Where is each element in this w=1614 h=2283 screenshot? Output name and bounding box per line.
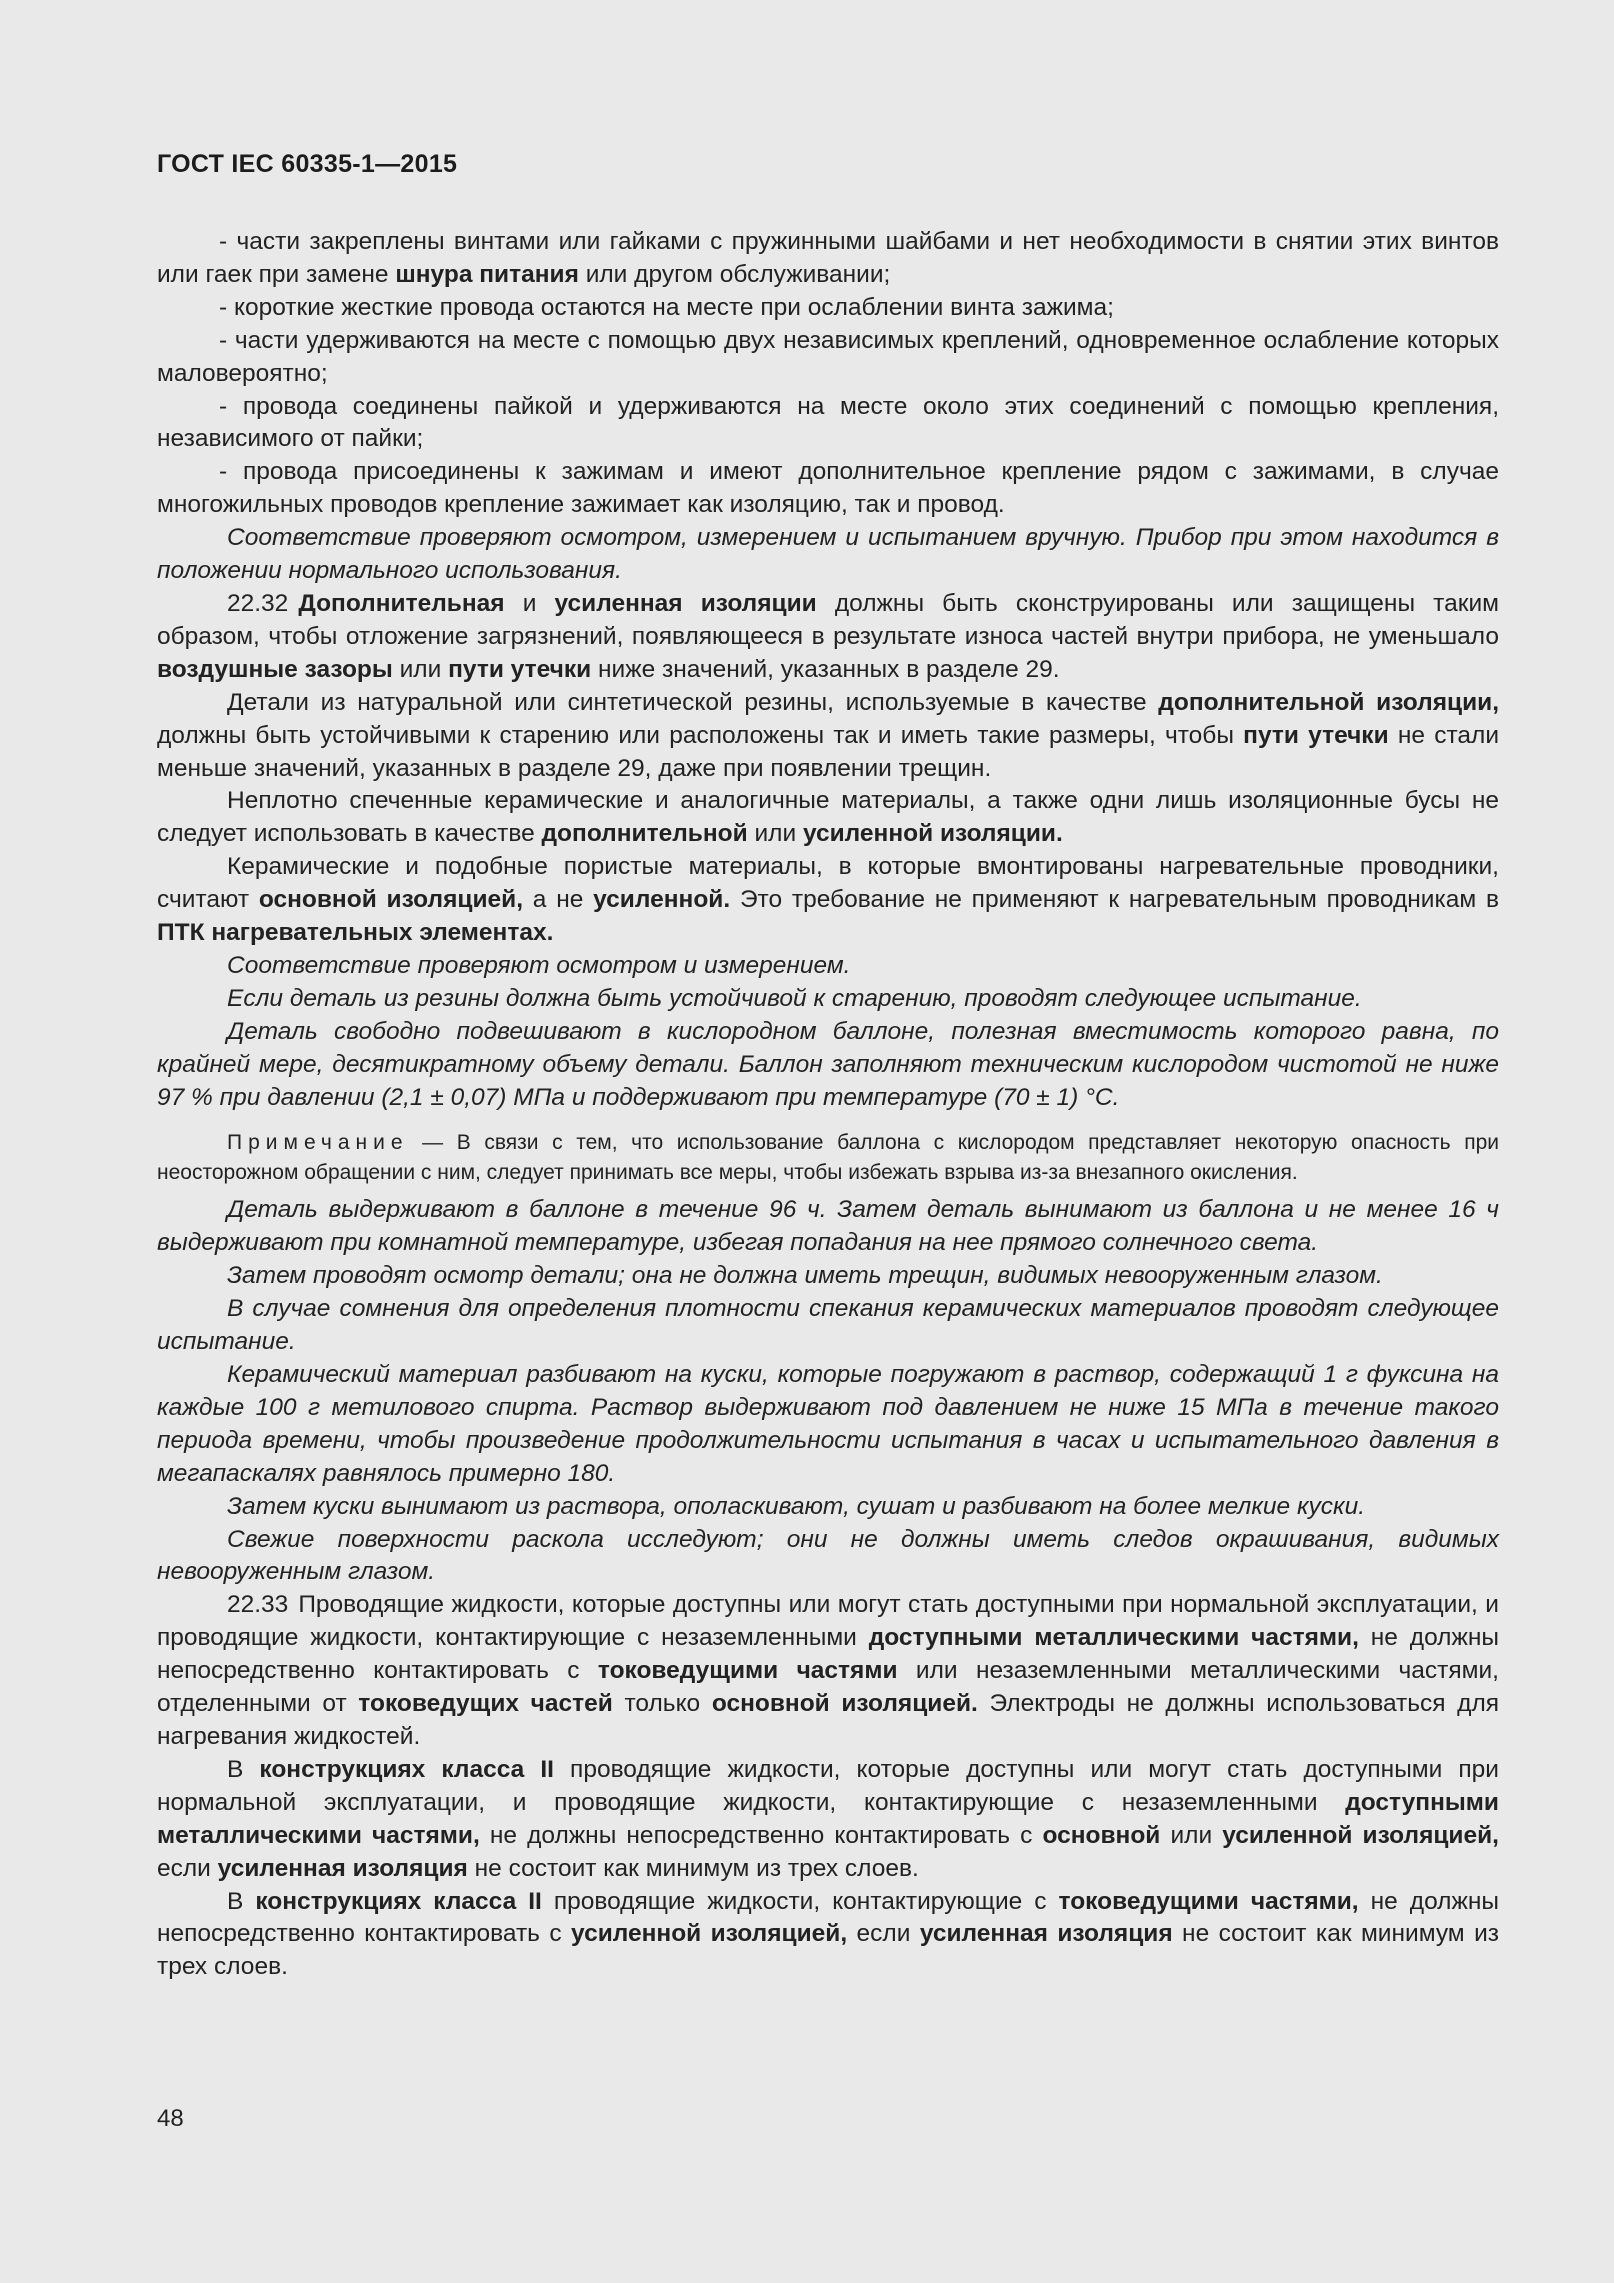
italic-paragraph: В случае сомнения для определения плотности спекания керамических материалов проводят следующее испытание.: [157, 1295, 1499, 1356]
list-item: - провода присоединены к зажимам и имеют дополнительное крепление рядом с зажимами, в случае многожильных проводов крепление зажимает как изоляцию, так и провод.: [157, 458, 1499, 519]
italic-paragraph: Деталь выдерживают в баллоне в течение 96 ч. Затем деталь вынимают из баллона и не менее 16 ч выдерживают при комнатной температуре, избегая попадания на нее прямого солнечного света.: [157, 1196, 1499, 1257]
italic-paragraph: Деталь свободно подвешивают в кислородном баллоне, полезная вместимость которого равна, по крайней мере, десятикратному объему детали. Баллон заполняют техническим кислородом чистотой не ниже 97 % при давлении (2,1 ± 0,07) МПа и поддерживают при температуре (70 ± 1) °С.: [157, 1017, 1499, 1111]
italic-paragraph: Свежие поверхности раскола исследуют; они не должны иметь следов окрашивания, видимых невооруженным глазом.: [157, 1525, 1499, 1586]
class2-paragraph: В конструкциях класса II проводящие жидкости, которые доступны или могут стать доступными при нормальной эксплуатации, и проводящие жидкости, контактирующие с незаземленными доступными металлическими частями, не должны непосредственно контактировать с основной или усиленной изоляцией, если усиленная изоляция не состоит как минимум из трех слоев.: [157, 1755, 1499, 1882]
document-body: [157, 226, 1499, 1984]
list-item: - провода соединены пайкой и удерживаются на месте около этих соединений с помощью крепления, независимого от пайки;: [157, 392, 1499, 453]
note-paragraph: Примечание — В связи с тем, что использование баллона с кислородом представляет некоторую опасность при неосторожном обращении с ним, следует принимать все меры, чтобы избежать взрыва из-за внезапного окисления.: [157, 1131, 1499, 1185]
ceramic-paragraph: Неплотно спеченные керамические и аналогичные материалы, а также одни лишь изоляционные бусы не следует использовать в качестве дополнительной или усиленной изоляции.: [157, 787, 1499, 848]
list-item: - короткие жесткие провода остаются на месте при ослаблении винта зажима;: [219, 293, 1114, 321]
document-header: ГОСТ IEC 60335-1—2015: [157, 150, 458, 178]
porous-paragraph: Керамические и подобные пористые материалы, в которые вмонтированы нагревательные проводники, считают основной изоляцией, а не усиленной. Это требование не применяют к нагревательным проводникам в ПТК нагревательных элементах.: [157, 853, 1500, 947]
list-item: - части удерживаются на месте с помощью двух независимых креплений, одновременное ослабление которых маловероятно;: [157, 326, 1499, 387]
clause-22-33: 22.33 Проводящие жидкости, которые доступны или могут стать доступными при нормальной эксплуатации, и проводящие жидкости, контактирующие с незаземленными доступными металлическими частями, не должны непосредственно контактировать с токоведущими частями или незаземленными металлическими частями, отделенными от токоведущих частей только основной изоляцией. Электроды не должны использоваться для нагревания жидкостей.: [157, 1591, 1500, 1750]
rubber-paragraph: Детали из натуральной или синтетической резины, используемые в качестве дополнительной изоляции, должны быть устойчивыми к старению или расположены так и иметь такие размеры, чтобы пути утечки не стали меньше значений, указанных в разделе 29, даже при появлении трещин.: [157, 688, 1500, 782]
clause-22-32: 22.32 Дополнительная и усиленная изоляции должны быть сконструированы или защищены таким образом, чтобы отложение загрязнений, появляющееся в результате износа частей внутри прибора, не уменьшало воздушные зазоры или пути утечки ниже значений, указанных в разделе 29.: [157, 589, 1499, 683]
compliance-text: Соответствие проверяют осмотром, измерением и испытанием вручную. Прибор при этом находится в положении нормального использования.: [157, 524, 1499, 585]
clause-number: 22.33: [227, 1591, 289, 1619]
italic-paragraph: Керамический материал разбивают на куски, которые погружают в раствор, содержащий 1 г фуксина на каждые 100 г метилового спирта. Раствор выдерживают под давлением не ниже 15 МПа в течение такого периода времени, чтобы произведение продолжительности испытания в часах и испытательного давления в мегапаскалях равнялось примерно 180.: [157, 1361, 1499, 1487]
italic-paragraph: Затем куски вынимают из раствора, ополаскивают, сушат и разбивают на более мелкие куски.: [227, 1492, 1366, 1520]
class2-paragraph: В конструкциях класса II проводящие жидкости, контактирующие с токоведущими частями, не должны непосредственно контактировать с усиленной изоляцией, если усиленная изоляция не состоит как минимум из трех слоев.: [157, 1887, 1499, 1981]
clause-number: 22.32: [227, 589, 289, 617]
page-number: 48: [157, 2105, 184, 2132]
italic-paragraph: Затем проводят осмотр детали; она не должна иметь трещин, видимых невооруженным глазом.: [227, 1262, 1383, 1290]
list-item: - части закреплены винтами или гайками с пружинными шайбами и нет необходимости в снятии этих винтов или гаек при замене шнура питания или другом обслуживании;: [157, 228, 1499, 288]
italic-paragraph: Соответствие проверяют осмотром и измерением.: [227, 951, 851, 979]
italic-paragraph: Если деталь из резины должна быть устойчивой к старению, проводят следующее испытание.: [227, 984, 1362, 1012]
note-label: Примечание: [227, 1131, 409, 1155]
